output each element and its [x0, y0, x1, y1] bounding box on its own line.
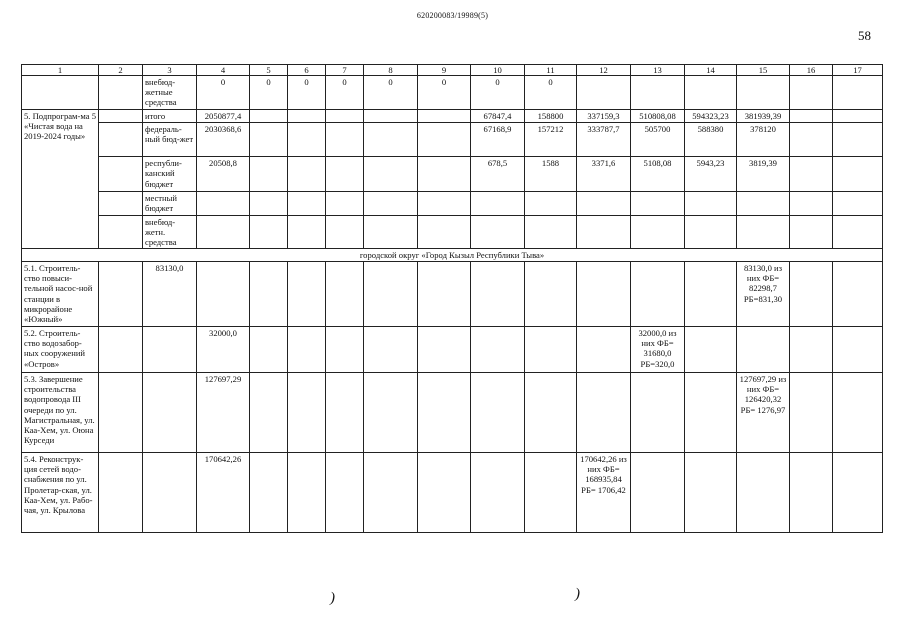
table-cell	[99, 215, 143, 248]
table-cell	[418, 192, 471, 215]
table-cell: 32000,0	[197, 327, 250, 373]
table-row	[22, 327, 883, 373]
table-cell	[197, 192, 250, 215]
table-cell	[790, 215, 833, 248]
table-cell	[288, 453, 326, 533]
table-cell	[364, 192, 418, 215]
column-header: 15	[737, 65, 790, 76]
table-cell: 3371,6	[577, 157, 631, 192]
table-cell	[99, 327, 143, 373]
table-cell	[22, 76, 99, 110]
table-cell	[471, 327, 525, 373]
table-cell: 0	[525, 76, 577, 110]
table-row	[22, 192, 883, 215]
document-id: 620200083/19989(5)	[416, 11, 489, 20]
table-cell	[577, 192, 631, 215]
table-cell	[685, 76, 737, 110]
table-cell: 67847,4	[471, 110, 525, 123]
table-cell: 3819,39	[737, 157, 790, 192]
table-cell	[790, 327, 833, 373]
table-cell	[197, 262, 250, 327]
table-cell: 5943,23	[685, 157, 737, 192]
table-cell	[833, 192, 883, 215]
column-header: 10	[471, 65, 525, 76]
table-row	[22, 76, 883, 110]
table-cell	[326, 373, 364, 453]
subprogram-name: 5. Подпрограм-ма 5 «Чистая вода на 2019-2024 годы»	[22, 110, 99, 249]
table-cell	[471, 215, 525, 248]
table-cell	[99, 123, 143, 157]
table-row	[22, 262, 883, 327]
table-cell: 170642,26	[197, 453, 250, 533]
table-cell	[250, 327, 288, 373]
table-cell	[833, 215, 883, 248]
column-header: 1	[22, 65, 99, 76]
table-cell	[288, 123, 326, 157]
table-cell	[833, 76, 883, 110]
table-cell	[685, 373, 737, 453]
table-cell	[250, 373, 288, 453]
table-cell: 5108,08	[631, 157, 685, 192]
table-cell	[250, 262, 288, 327]
table-cell	[250, 157, 288, 192]
table-cell	[471, 192, 525, 215]
table-cell	[685, 215, 737, 248]
table-cell	[418, 157, 471, 192]
table-cell	[326, 327, 364, 373]
table-cell	[685, 327, 737, 373]
hole-punch-mark: )	[330, 590, 335, 606]
source-cell: местный бюджет	[143, 192, 197, 215]
source-cell: федераль-ный бюд-жет	[143, 123, 197, 157]
table-row	[22, 453, 883, 533]
table-cell	[99, 262, 143, 327]
table-cell: 0	[250, 76, 288, 110]
table-cell	[99, 453, 143, 533]
column-header: 4	[197, 65, 250, 76]
table-cell	[833, 453, 883, 533]
table-cell: 83130,0	[143, 262, 197, 327]
table-cell	[577, 327, 631, 373]
table-cell	[525, 327, 577, 373]
measure-name: 5.4. Реконструк-ция сетей водо-снабжения по ул. Пролетар-ская, ул. Каа-Хем, ул. Рабо-чая, ул. Крылова	[22, 453, 99, 533]
table-row	[22, 157, 883, 192]
source-cell: республи-канский бюджет	[143, 157, 197, 192]
table-cell	[685, 262, 737, 327]
table-cell	[250, 123, 288, 157]
table-cell	[577, 215, 631, 248]
table-cell	[99, 192, 143, 215]
table-cell: 157212	[525, 123, 577, 157]
table-cell	[250, 192, 288, 215]
table-cell: 20508,8	[197, 157, 250, 192]
table-cell: 588380	[685, 123, 737, 157]
table-cell	[833, 373, 883, 453]
column-header: 16	[790, 65, 833, 76]
column-header: 12	[577, 65, 631, 76]
table-cell	[790, 453, 833, 533]
table-cell	[790, 192, 833, 215]
table-cell	[471, 453, 525, 533]
column-header: 7	[326, 65, 364, 76]
table-row	[22, 110, 883, 123]
table-cell	[577, 76, 631, 110]
column-header: 3	[143, 65, 197, 76]
table-cell	[99, 110, 143, 123]
source-cell: итого	[143, 110, 197, 123]
table-cell	[326, 192, 364, 215]
column-header: 14	[685, 65, 737, 76]
table-cell	[685, 453, 737, 533]
column-header: 9	[418, 65, 471, 76]
funding-note: 32000,0 из них ФБ= 31680,0 РБ=320,0	[631, 327, 685, 373]
table-cell	[833, 123, 883, 157]
table-cell	[525, 215, 577, 248]
table-cell: 0	[471, 76, 525, 110]
table-cell: 0	[288, 76, 326, 110]
hole-punch-mark: )	[575, 586, 580, 602]
column-header: 11	[525, 65, 577, 76]
table-cell	[418, 453, 471, 533]
page-number: 58	[858, 28, 871, 43]
table-cell	[418, 110, 471, 123]
table-cell	[631, 453, 685, 533]
table-row	[22, 373, 883, 453]
table-cell	[99, 157, 143, 192]
table-cell	[364, 215, 418, 248]
table-cell	[790, 157, 833, 192]
table-cell	[577, 262, 631, 327]
column-header: 5	[250, 65, 288, 76]
table-cell	[525, 373, 577, 453]
table-cell: 127697,29	[197, 373, 250, 453]
table-cell: 1588	[525, 157, 577, 192]
table-cell: 510808,08	[631, 110, 685, 123]
table-cell	[364, 453, 418, 533]
table-row	[22, 215, 883, 248]
table-cell	[197, 215, 250, 248]
table-cell	[418, 123, 471, 157]
table-cell	[790, 123, 833, 157]
table-cell: 0	[418, 76, 471, 110]
table-cell	[471, 262, 525, 327]
table-cell: 594323,23	[685, 110, 737, 123]
table-cell	[250, 110, 288, 123]
column-number-row	[22, 65, 883, 76]
table-cell	[790, 373, 833, 453]
table-cell	[326, 157, 364, 192]
table-cell	[631, 262, 685, 327]
region-row	[22, 248, 883, 261]
table-cell	[326, 215, 364, 248]
table-cell	[471, 373, 525, 453]
table-cell: 158800	[525, 110, 577, 123]
funding-table	[21, 64, 883, 533]
table-cell	[326, 123, 364, 157]
table-cell	[143, 327, 197, 373]
table-cell	[364, 157, 418, 192]
table-cell	[143, 373, 197, 453]
table-cell	[364, 262, 418, 327]
table-cell	[288, 327, 326, 373]
table-cell	[326, 453, 364, 533]
table-cell: 678,5	[471, 157, 525, 192]
table-cell	[418, 215, 471, 248]
table-cell	[833, 157, 883, 192]
measure-name: 5.3. Завершение строительства водопровода III очереди по ул. Магистральная, ул. Каа-Хем, ул. Оюна Курседи	[22, 373, 99, 453]
table-cell: 381939,39	[737, 110, 790, 123]
table-cell	[364, 327, 418, 373]
region-title: городской округ «Город Кызыл Республики Тыва»	[22, 248, 883, 261]
table-cell	[418, 262, 471, 327]
table-cell	[631, 192, 685, 215]
table-cell	[288, 262, 326, 327]
table-row	[22, 123, 883, 157]
table-cell	[143, 453, 197, 533]
table-cell: 2030368,6	[197, 123, 250, 157]
source-cell: внебюд-жетные средства	[143, 76, 197, 110]
column-header: 2	[99, 65, 143, 76]
table-cell: 337159,3	[577, 110, 631, 123]
table-cell	[288, 110, 326, 123]
table-cell	[833, 327, 883, 373]
table-cell	[525, 192, 577, 215]
table-cell	[99, 76, 143, 110]
table-cell	[737, 327, 790, 373]
column-header: 17	[833, 65, 883, 76]
table-cell	[364, 123, 418, 157]
table-cell	[525, 453, 577, 533]
table-cell	[288, 192, 326, 215]
table-cell	[364, 110, 418, 123]
table-cell	[326, 110, 364, 123]
table-cell: 378120	[737, 123, 790, 157]
table-cell	[790, 76, 833, 110]
table-cell	[364, 373, 418, 453]
table-cell	[99, 373, 143, 453]
table-cell: 0	[326, 76, 364, 110]
measure-name: 5.2. Строитель-ство водозабор-ных сооружений «Остров»	[22, 327, 99, 373]
table-cell	[288, 373, 326, 453]
table-cell: 67168,9	[471, 123, 525, 157]
table-cell	[631, 215, 685, 248]
table-cell	[418, 327, 471, 373]
table-cell	[631, 373, 685, 453]
table-cell	[737, 215, 790, 248]
table-cell: 0	[364, 76, 418, 110]
column-header: 6	[288, 65, 326, 76]
table-cell: 333787,7	[577, 123, 631, 157]
table-cell	[577, 373, 631, 453]
table-cell	[288, 157, 326, 192]
table-cell	[631, 76, 685, 110]
table-cell	[288, 215, 326, 248]
table-cell	[250, 215, 288, 248]
table-cell	[326, 262, 364, 327]
table-cell	[685, 192, 737, 215]
source-cell: внебюд-жетн. средства	[143, 215, 197, 248]
table-cell	[737, 76, 790, 110]
table-cell	[833, 262, 883, 327]
table-cell	[737, 192, 790, 215]
table-cell	[790, 110, 833, 123]
column-header: 13	[631, 65, 685, 76]
table-cell	[418, 373, 471, 453]
funding-note: 127697,29 из них ФБ= 126420,32 РБ= 1276,97	[737, 373, 790, 453]
funding-note: 83130,0 из них ФБ= 82298,7 РБ=831,30	[737, 262, 790, 327]
table-cell	[790, 262, 833, 327]
table-cell: 505700	[631, 123, 685, 157]
table-cell	[737, 453, 790, 533]
table-cell	[525, 262, 577, 327]
table-cell: 0	[197, 76, 250, 110]
table-cell: 2050877,4	[197, 110, 250, 123]
funding-note: 170642,26 из них ФБ= 168935,84 РБ= 1706,42	[577, 453, 631, 533]
column-header: 8	[364, 65, 418, 76]
table-cell	[833, 110, 883, 123]
table-cell	[250, 453, 288, 533]
measure-name: 5.1. Строитель-ство повыси-тельной насос-ной станции в микрорайоне «Южный»	[22, 262, 99, 327]
